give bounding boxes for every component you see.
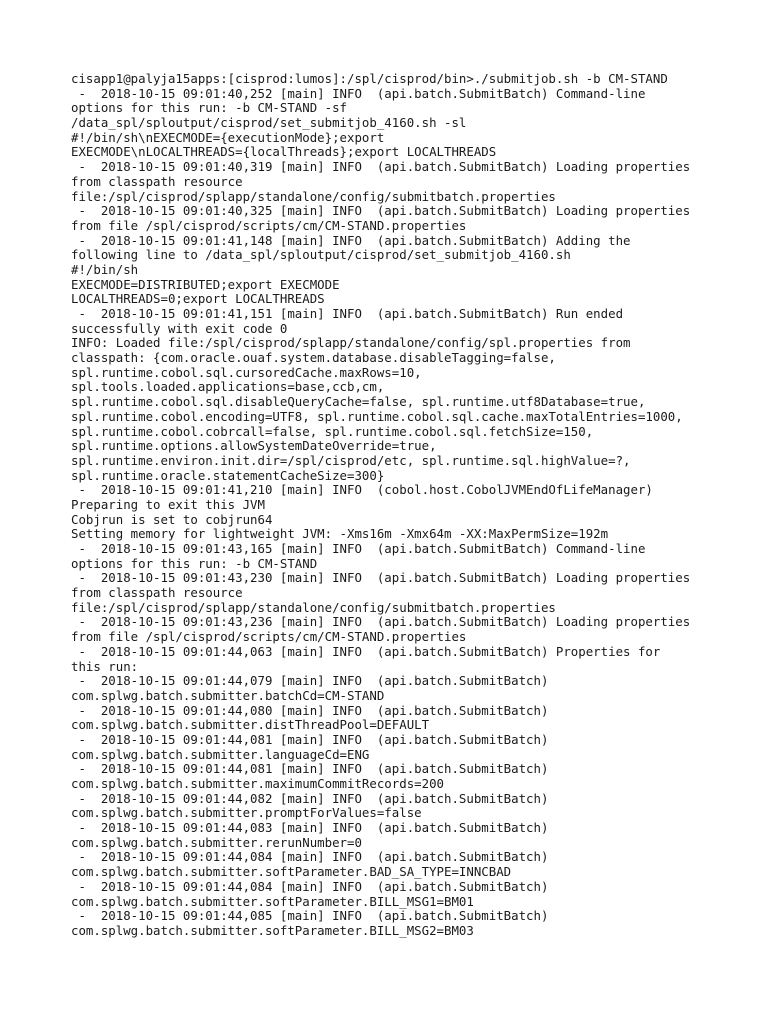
log-line: - 2018-10-15 09:01:44,084 [main] INFO (api.batch.SubmitBatch) [71,850,549,865]
log-line: - 2018-10-15 09:01:43,165 [main] INFO (api.batch.SubmitBatch) Command-line [71,542,646,556]
log-line: - 2018-10-15 09:01:44,082 [main] INFO (api.batch.SubmitBatch) [71,791,549,806]
log-line: classpath: {com.oracle.ouaf.system.database.disableTagging=false, [71,351,556,366]
log-line: spl.runtime.cobol.sql.disableQueryCache=false, spl.runtime.utf8Database=true, [71,395,646,410]
terminal-log-text [71,72,751,939]
log-line: - 2018-10-15 09:01:40,325 [main] INFO (api.batch.SubmitBatch) Loading properties [71,204,691,219]
log-line: spl.runtime.oracle.statementCacheSize=300} [71,468,385,483]
log-line: #!/bin/sh [71,262,139,277]
log-line: spl.runtime.environ.init.dir=/spl/cisprod/etc, spl.runtime.sql.highValue=?, [71,453,631,468]
log-line: - 2018-10-15 09:01:44,081 [main] INFO (api.batch.SubmitBatch) [71,732,549,747]
log-line: com.splwg.batch.submitter.softParameter.BAD_SA_TYPE=INNCBAD [71,865,512,880]
log-line: spl.runtime.cobol.cobrcall=false, spl.runtime.cobol.sql.fetchSize=150, [71,424,594,439]
log-line: com.splwg.batch.submitter.softParameter.BILL_MSG1=BM01 [71,894,474,909]
log-line: spl.runtime.options.allowSystemDateOverride=true, [71,439,437,454]
log-line: com.splwg.batch.submitter.softParameter.BILL_MSG2=BM03 [71,923,474,938]
log-line: - 2018-10-15 09:01:44,084 [main] INFO (api.batch.SubmitBatch) [71,879,549,894]
log-line: com.splwg.batch.submitter.languageCd=ENG [71,747,370,762]
log-line: - 2018-10-15 09:01:41,148 [main] INFO (api.batch.SubmitBatch) Adding the [71,233,631,248]
log-line: - 2018-10-15 09:01:44,079 [main] INFO (api.batch.SubmitBatch) [71,674,549,689]
log-line: spl.runtime.cobol.encoding=UTF8, spl.runtime.cobol.sql.cache.maxTotalEntries=1000, [71,409,683,424]
log-line: - 2018-10-15 09:01:41,210 [main] INFO (cobol.host.CobolJVMEndOfLifeManager) [71,483,653,498]
log-line: EXECMODE=DISTRIBUTED;export EXECMODE [71,277,340,292]
log-line: - 2018-10-15 09:01:44,080 [main] INFO (api.batch.SubmitBatch) [71,703,549,718]
log-line: - 2018-10-15 09:01:41,151 [main] INFO (api.batch.SubmitBatch) Run ended [71,307,624,321]
log-line: - 2018-10-15 09:01:43,236 [main] INFO (api.batch.SubmitBatch) Loading properties [71,615,691,630]
log-line: following line to /data_spl/sploutput/cisprod/set_submitjob_4160.sh [71,248,571,263]
log-line: Preparing to exit this JVM [71,497,265,512]
log-line: spl.tools.loaded.applications=base,ccb,cm, [71,380,385,395]
log-line: file:/spl/cisprod/splapp/standalone/config/submitbatch.properties [71,600,556,615]
log-line: from classpath resource [71,174,243,189]
log-line: Setting memory for lightweight JVM: -Xms16m -Xmx64m -XX:MaxPermSize=192m [71,527,609,542]
log-line: com.splwg.batch.submitter.promptForValues=false [71,806,422,821]
log-line: successfully with exit code 0 [71,321,288,336]
log-line: com.splwg.batch.submitter.maximumCommitRecords=200 [71,777,444,791]
log-line: com.splwg.batch.submitter.distThreadPool=DEFAULT [71,718,430,733]
log-line: from file /spl/cisprod/scripts/cm/CM-STAND.properties [71,218,467,233]
log-line: this run: [71,659,139,674]
log-line: EXECMODE\nLOCALTHREADS={localThreads};export LOCALTHREADS [71,145,497,160]
log-line: options for this run: -b CM-STAND [71,556,318,571]
log-line: options for this run: -b CM-STAND -sf [71,101,348,116]
log-line: INFO: Loaded file:/spl/cisprod/splapp/standalone/config/spl.properties from [71,336,631,351]
log-line: com.splwg.batch.submitter.rerunNumber=0 [71,835,362,850]
log-line: - 2018-10-15 09:01:43,230 [main] INFO (api.batch.SubmitBatch) Loading properties [71,571,691,586]
log-line: from classpath resource [71,586,243,601]
log-line: - 2018-10-15 09:01:44,083 [main] INFO (api.batch.SubmitBatch) [71,821,549,836]
log-line: spl.runtime.cobol.sql.cursoredCache.maxRows=10, [71,365,422,380]
log-line: /data_spl/sploutput/cisprod/set_submitjob_4160.sh -sl [71,116,467,131]
log-line: LOCALTHREADS=0;export LOCALTHREADS [71,292,325,307]
log-line: - 2018-10-15 09:01:44,063 [main] INFO (api.batch.SubmitBatch) Properties for [71,644,661,659]
log-line: cisapp1@palyja15apps:[cisprod:lumos]:/spl/cisprod/bin>./submitjob.sh -b CM-STAND [71,72,668,86]
log-line: file:/spl/cisprod/splapp/standalone/config/submitbatch.properties [71,189,556,204]
log-line: #!/bin/sh\nEXECMODE={executionMode};export [71,130,385,145]
log-line: - 2018-10-15 09:01:44,081 [main] INFO (api.batch.SubmitBatch) [71,762,549,777]
log-line: Cobjrun is set to cobjrun64 [71,512,273,527]
log-line: - 2018-10-15 09:01:40,319 [main] INFO (api.batch.SubmitBatch) Loading properties [71,160,691,175]
log-line: - 2018-10-15 09:01:44,085 [main] INFO (api.batch.SubmitBatch) [71,909,549,924]
log-line: com.splwg.batch.submitter.batchCd=CM-STAND [71,688,385,703]
log-line: from file /spl/cisprod/scripts/cm/CM-STAND.properties [71,630,467,645]
log-line: - 2018-10-15 09:01:40,252 [main] INFO (api.batch.SubmitBatch) Command-line [71,86,646,101]
